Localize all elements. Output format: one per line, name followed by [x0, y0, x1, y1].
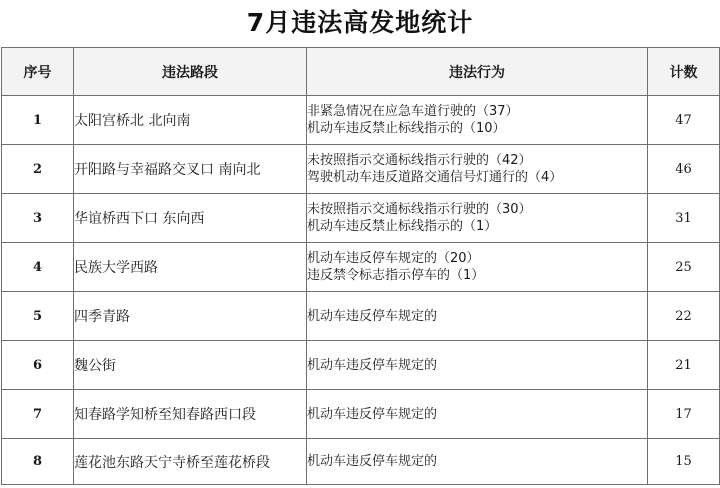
row-count: 15 — [648, 439, 720, 485]
row-location: 知春路学知桥至知春路西口段 — [74, 390, 307, 439]
row-behavior — [307, 243, 648, 292]
table-row — [2, 194, 720, 243]
row-behavior — [307, 96, 648, 145]
table-row — [2, 243, 720, 292]
row-no: 1 — [2, 96, 74, 145]
behavior-line: 机动车违反停车规定的 — [307, 406, 438, 422]
table-row — [2, 96, 720, 145]
row-count: 17 — [648, 390, 720, 439]
header-location: 违法路段 — [74, 48, 307, 96]
row-no: 6 — [2, 341, 74, 390]
row-count: 22 — [648, 292, 720, 341]
table-row — [2, 390, 720, 439]
behavior-line: 机动车违反停车规定的（20） — [307, 251, 480, 266]
row-count: 21 — [648, 341, 720, 390]
row-location: 太阳宫桥北 北向南 — [74, 96, 307, 145]
behavior-line: 非紧急情况在应急车道行驶的（37） — [307, 104, 519, 119]
behavior-line: 未按照指示交通标线指示行驶的（30） — [307, 202, 532, 217]
row-no: 5 — [2, 292, 74, 341]
row-no: 2 — [2, 145, 74, 194]
table-row — [2, 341, 720, 390]
row-no: 8 — [2, 439, 74, 485]
row-behavior — [307, 439, 648, 485]
header-no: 序号 — [2, 48, 74, 96]
row-no: 7 — [2, 390, 74, 439]
behavior-line: 机动车违反停车规定的 — [307, 454, 438, 469]
row-location: 华谊桥西下口 东向西 — [74, 194, 307, 243]
row-location: 民族大学西路 — [74, 243, 307, 292]
behavior-line: 机动车违反禁止标线指示的（10） — [307, 121, 506, 136]
page-title: 7月违法高发地统计 — [246, 8, 474, 37]
behavior-line: 违反禁令标志指示停车的（1） — [307, 268, 485, 283]
table-row — [2, 439, 720, 485]
row-behavior — [307, 145, 648, 194]
row-location: 开阳路与幸福路交叉口 南向北 — [74, 145, 307, 194]
behavior-line: 机动车违反停车规定的 — [307, 308, 438, 324]
row-behavior — [307, 292, 648, 341]
header-behavior: 违法行为 — [307, 48, 648, 96]
behavior-line: 机动车违反禁止标线指示的（1） — [307, 219, 498, 234]
row-count: 31 — [648, 194, 720, 243]
row-no: 3 — [2, 194, 74, 243]
row-behavior — [307, 390, 648, 439]
row-location: 莲花池东路天宁寺桥至莲花桥段 — [74, 439, 307, 485]
behavior-line: 未按照指示交通标线指示行驶的（42） — [307, 153, 532, 168]
row-behavior — [307, 341, 648, 390]
row-count: 47 — [648, 96, 720, 145]
row-location: 魏公街 — [74, 341, 307, 390]
row-behavior — [307, 194, 648, 243]
table-header-row — [2, 48, 720, 96]
behavior-line: 驾驶机动车违反道路交通信号灯通行的（4） — [307, 170, 563, 185]
header-count: 计数 — [648, 48, 720, 96]
table-row — [2, 145, 720, 194]
table-row — [2, 292, 720, 341]
row-count: 46 — [648, 145, 720, 194]
violation-stats-table — [1, 47, 720, 485]
row-no: 4 — [2, 243, 74, 292]
row-count: 25 — [648, 243, 720, 292]
behavior-line: 机动车违反停车规定的 — [307, 357, 438, 373]
row-location: 四季青路 — [74, 292, 307, 341]
